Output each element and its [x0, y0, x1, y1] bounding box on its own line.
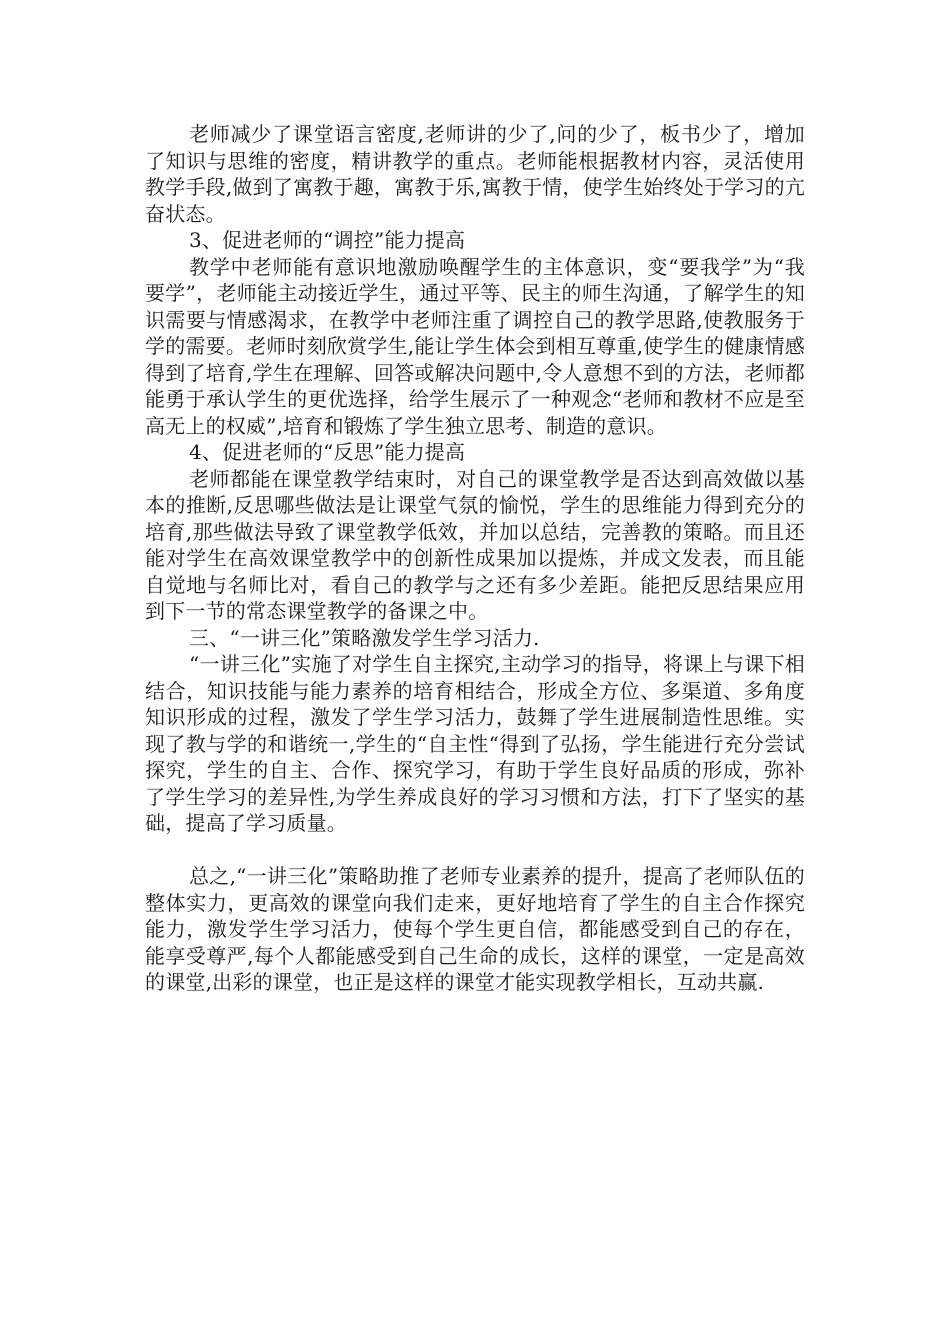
paragraph-reduce-language-density: 老师减少了课堂语言密度,老师讲的少了,问的少了，板书少了，增加了知识与思维的密度，精讲教学的重点。老师能根据教材内容，灵活使用教学手段,做到了寓教于趣，寓教于乐,寓教于情，使学生始终处于学习的亢奋状态。 [145, 122, 805, 226]
paragraph-one-lecture-three: “一讲三化”实施了对学生自主探究,主动学习的指导，将课上与课下相结合，知识技能与能力素养的培育相结合，形成全方位、多渠道、多角度知识形成的过程，激发了学生学习活力，鼓舞了学生进展制造性思维。实现了教与学的和谐统一,学生的“自主性“得到了弘扬，学生能进行充分尝试探究，学生的自主、合作、探究学习，有助于学生良好品质的形成，弥补了学生学习的差异性,为学生养成良好的学习习惯和方法，打下了坚实的基础，提高了学习质量。 [145, 652, 805, 835]
document-body [145, 121, 805, 996]
heading-regulation-ability: 3、促进老师的“调控”能力提高 [189, 228, 466, 252]
paragraph-regulation: 教学中老师能有意识地激励唤醒学生的主体意识，变“要我学”为“我要学”，老师能主动接近学生，通过平等、民主的师生沟通，了解学生的知识需要与情感渴求，在教学中老师注重了调控自己的教学思路,使教服务于学的需要。老师时刻欣赏学生,能让学生体会到相互尊重,使学生的健康情感得到了培育,学生在理解、回答或解决问题中,令人意想不到的方法，老师都能勇于承认学生的更优选择，给学生展示了一种观念“老师和教材不应是至高无上的权威”,培育和锻炼了学生独立思考、制造的意识。 [145, 254, 805, 438]
blank-line [145, 837, 805, 864]
paragraph-reflection: 老师都能在课堂教学结束时，对自己的课堂教学是否达到高效做以基本的推断,反思哪些做法是让课堂气氛的愉悦，学生的思维能力得到充分的培育,那些做法导致了课堂教学低效，并加以总结，完善教的策略。而且还能对学生在高效课堂教学中的创新性成果加以提炼，并成文发表，而且能自觉地与名师比对，看自己的教学与之还有多少差距。能把反思结果应用到下一节的常态课堂教学的备课之中。 [145, 466, 805, 623]
paragraph-conclusion: 总之,“一讲三化”策略助推了老师专业素养的提升，提高了老师队伍的整体实力，更高效的课堂向我们走来，更好地培育了学生的自主合作探究能力，激发学生学习活力，使每个学生更自信，都能感受到自己的存在，能享受尊严,每个人都能感受到自己生命的成长，这样的课堂，一定是高效的课堂,出彩的课堂，也正是这样的课堂才能实现教学相长，互动共赢. [145, 864, 805, 994]
heading-reflection-ability: 4、促进老师的“反思”能力提高 [189, 440, 466, 464]
heading-section-three: 三、“一讲三化”策略激发学生学习活力. [189, 625, 540, 650]
